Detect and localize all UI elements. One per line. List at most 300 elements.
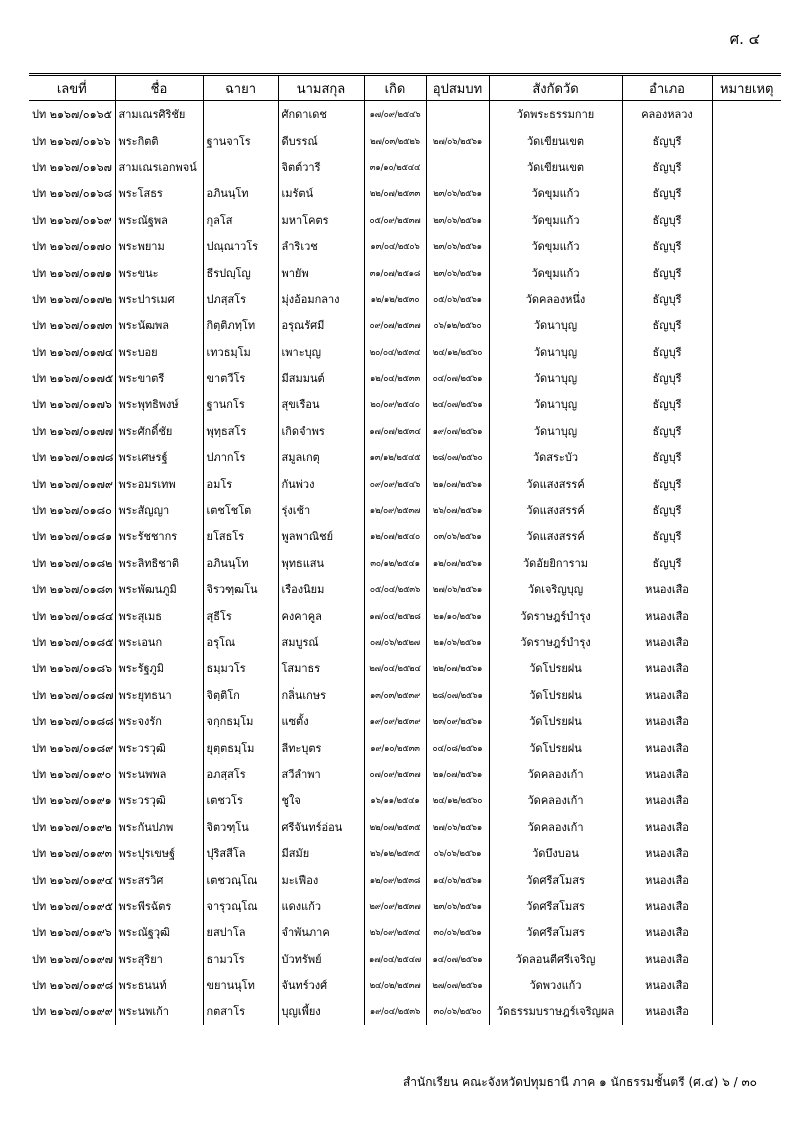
cell-surname: มุ่งอ้อมกลาง xyxy=(278,286,364,312)
cell-monastic-name: ยสปาโล xyxy=(203,919,278,945)
cell-temple: วัดนาบุญ xyxy=(489,391,622,417)
table-row xyxy=(29,391,781,417)
table-row xyxy=(29,286,781,312)
table-row xyxy=(29,101,781,128)
cell-monastic-name: สุธีโร xyxy=(203,602,278,628)
table-row xyxy=(29,444,781,470)
cell-number: ปท ๒๑๖๗/๐๑๗๗ xyxy=(32,424,114,438)
cell-monastic-name: ฐานกโร xyxy=(203,391,278,417)
cell-birth: ๓๑/๑๐/๒๕๔๔ xyxy=(364,154,426,180)
cell-birth: ๑๗/๐๔/๒๕๔๗ xyxy=(364,946,426,972)
cell-surname: อรุณรัศมี xyxy=(278,312,364,338)
cell-temple: วัดแสงสรรค์ xyxy=(489,497,622,523)
cell-ordination: ๒๑/๐๗/๒๕๖๑ xyxy=(426,470,489,496)
cell-birth: ๐๕/๐๙/๒๕๓๗ xyxy=(364,207,426,233)
cell-temple: วัดนาบุญ xyxy=(489,418,622,444)
cell-number: ปท ๒๑๖๗/๐๑๙๔ xyxy=(32,873,114,887)
cell-district: ธัญบุรี xyxy=(622,180,712,206)
cell-number: ปท ๒๑๖๗/๐๑๗๒ xyxy=(32,292,113,306)
cell-temple: วัดโปรยฝน xyxy=(489,708,622,734)
cell-remarks xyxy=(712,550,781,576)
cell-monastic-name: ธีรปญฺโญ xyxy=(203,259,278,285)
cell-remarks xyxy=(712,418,781,444)
cell-ordination: ๒๑/๐๗/๒๕๖๑ xyxy=(426,761,489,787)
cell-ordination: ๒๓/๐๖/๒๕๖๑ xyxy=(426,207,489,233)
table-row xyxy=(29,682,781,708)
table-row xyxy=(29,866,781,892)
col-header-remarks: หมายเหตุ xyxy=(712,75,781,101)
col-header-birth: เกิด xyxy=(364,75,426,101)
cell-temple: วัดศรีสโมสร xyxy=(489,919,622,945)
cell-district: ธัญบุรี xyxy=(622,127,712,153)
cell-ordination: ๓๐/๐๖/๒๕๖๑ xyxy=(426,919,489,945)
cell-birth: ๒๐/๐๙/๒๕๔๐ xyxy=(364,391,426,417)
table-row xyxy=(29,629,781,655)
cell-temple: วัดแสงสรรค์ xyxy=(489,470,622,496)
cell-monastic-name: จิตวฑฺโน xyxy=(203,814,278,840)
cell-name: สามเณรศิริชัย xyxy=(115,101,203,128)
cell-temple: วัดราษฎร์บำรุง xyxy=(489,629,622,655)
cell-ordination: ๒๗/๐๖/๒๕๖๑ xyxy=(426,814,489,840)
cell-name: พระลิทธิชาติ xyxy=(115,550,203,576)
cell-name: พระพุทธิพงษ์ xyxy=(115,391,203,417)
cell-district: หนองเสือ xyxy=(622,972,712,998)
table-row xyxy=(29,127,781,153)
cell-number: ปท ๒๑๖๗/๐๑๙๓ xyxy=(32,847,113,861)
cell-number: ปท ๒๑๖๗/๐๑๙๗ xyxy=(32,952,113,966)
cell-temple: วัดนาบุญ xyxy=(489,339,622,365)
cell-name: พระจงรัก xyxy=(115,708,203,734)
table-row xyxy=(29,576,781,602)
cell-remarks xyxy=(712,972,781,998)
cell-surname: ลีทะบุตร xyxy=(278,734,364,760)
cell-birth: ๒๗/๐๓/๒๕๒๖ xyxy=(364,127,426,153)
table-row xyxy=(29,497,781,523)
cell-name: พระสุเมธ xyxy=(115,602,203,628)
cell-number: ปท ๒๑๖๗/๐๑๘๘ xyxy=(32,715,114,729)
cell-surname: เมรัตน์ xyxy=(278,180,364,206)
cell-monastic-name: กตสาโร xyxy=(203,998,278,1024)
cell-number: ปท ๒๑๖๗/๐๑๘๕ xyxy=(32,636,114,649)
cell-ordination: ๐๖/๐๖/๒๕๖๑ xyxy=(426,840,489,866)
cell-district: หนองเสือ xyxy=(622,602,712,628)
cell-surname: สุขเรือน xyxy=(278,391,364,417)
cell-birth: ๑๒/๐๗/๒๕๔๐ xyxy=(364,523,426,549)
cell-monastic-name: ยโสธโร xyxy=(203,523,278,549)
cell-surname: ศักดาเดช xyxy=(278,101,364,128)
cell-surname: แซตั้ง xyxy=(278,708,364,734)
cell-birth: ๑๓/๐๓/๒๕๓๙ xyxy=(364,682,426,708)
cell-district: ธัญบุรี xyxy=(622,259,712,285)
col-header-district: อำเภอ xyxy=(622,75,712,101)
cell-birth: ๒๔/๐๒/๒๕๓๗ xyxy=(364,972,426,998)
cell-name: พระวรวุฒิ xyxy=(115,787,203,813)
cell-ordination: ๒๗/๐๖/๒๕๖๑ xyxy=(426,127,489,153)
table-row xyxy=(29,365,781,391)
cell-temple: วัดโปรยฝน xyxy=(489,655,622,681)
cell-ordination: ๒๒/๐๗/๒๕๖๑ xyxy=(426,655,489,681)
col-header-temple: สังกัดวัด xyxy=(489,75,622,101)
table-row xyxy=(29,470,781,496)
cell-name: พระสรวิศ xyxy=(115,866,203,892)
cell-number: ปท ๒๑๖๗/๐๑๙๘ xyxy=(32,979,114,993)
cell-surname: มีสมมนต์ xyxy=(278,365,364,391)
cell-temple: วัดโปรยฝน xyxy=(489,682,622,708)
cell-district: หนองเสือ xyxy=(622,576,712,602)
table-row xyxy=(29,418,781,444)
cell-surname: เพาะบุญ xyxy=(278,339,364,365)
cell-district: ธัญบุรี xyxy=(622,286,712,312)
cell-temple: วัดขุมแก้ว xyxy=(489,233,622,259)
cell-remarks xyxy=(712,998,781,1024)
cell-monastic-name: ยุตฺตธมฺโม xyxy=(203,734,278,760)
table-row xyxy=(29,154,781,180)
table-row xyxy=(29,814,781,840)
cell-number: ปท ๒๑๖๗/๐๑๖๖ xyxy=(32,134,111,148)
cell-monastic-name: ขยานนุโท xyxy=(203,972,278,998)
cell-name: พระสุริยา xyxy=(115,946,203,972)
cell-surname: มะเฟือง xyxy=(278,866,364,892)
cell-name: พระยุทธนา xyxy=(115,682,203,708)
cell-district: หนองเสือ xyxy=(622,893,712,919)
cell-name: พระนัฒพล xyxy=(115,312,203,338)
cell-birth: ๑๒/๐๙/๒๕๓๘ xyxy=(364,866,426,892)
cell-district: หนองเสือ xyxy=(622,708,712,734)
cell-number: ปท ๒๑๖๗/๐๑๘๔ xyxy=(32,609,114,623)
cell-remarks xyxy=(712,365,781,391)
cell-ordination: ๐๓/๐๖/๒๕๖๑ xyxy=(426,523,489,549)
cell-ordination: ๒๗/๐๖/๒๕๖๑ xyxy=(426,576,489,602)
cell-remarks xyxy=(712,919,781,945)
cell-name: พระพยาม xyxy=(115,233,203,259)
cell-remarks xyxy=(712,629,781,655)
cell-surname: พายัพ xyxy=(278,259,364,285)
cell-monastic-name: ธามวโร xyxy=(203,946,278,972)
cell-number: ปท ๒๑๖๗/๐๑๖๘ xyxy=(32,187,113,201)
cell-birth: ๑๒/๑๒/๒๕๓๐ xyxy=(364,286,426,312)
cell-temple: วัดขุมแก้ว xyxy=(489,259,622,285)
cell-name: พระอมรเทพ xyxy=(115,470,203,496)
cell-ordination: ๒๓/๐๖/๒๕๖๑ xyxy=(426,233,489,259)
cell-ordination: ๓๐/๐๖/๒๕๖๐ xyxy=(426,998,489,1024)
cell-birth: ๐๕/๐๔/๒๕๓๖ xyxy=(364,576,426,602)
table-row xyxy=(29,550,781,576)
cell-name: พระบอย xyxy=(115,339,203,365)
table-row xyxy=(29,998,781,1024)
cell-number: ปท ๒๑๖๗/๐๑๖๙ xyxy=(32,213,112,227)
cell-remarks xyxy=(712,259,781,285)
cell-temple: วัดคลองเก้า xyxy=(489,761,622,787)
cell-name: พระเอนก xyxy=(115,629,203,655)
table-row xyxy=(29,259,781,285)
cell-district: ธัญบุรี xyxy=(622,365,712,391)
cell-temple: วัดคลองเก้า xyxy=(489,787,622,813)
cell-surname: พูลพาณิชย์ xyxy=(278,523,364,549)
cell-birth: ๑๓/๑๒/๒๕๔๕ xyxy=(364,444,426,470)
cell-ordination: ๒๔/๐๗/๒๕๖๑ xyxy=(426,391,489,417)
cell-temple: วัดศรีสโมสร xyxy=(489,893,622,919)
cell-temple: วัดพวงแก้ว xyxy=(489,972,622,998)
cell-name: พระรัฐภูมิ xyxy=(115,655,203,681)
cell-temple: วัดพระธรรมกาย xyxy=(489,101,622,128)
cell-name: พระพีรฉัตร xyxy=(115,893,203,919)
cell-temple: วัดเขียนเขต xyxy=(489,127,622,153)
cell-number: ปท ๒๑๖๗/๐๑๘๖ xyxy=(32,662,113,676)
cell-district: คลองหลวง xyxy=(622,101,712,128)
cell-remarks xyxy=(712,312,781,338)
cell-name: พระขาตรี xyxy=(115,365,203,391)
cell-district: ธัญบุรี xyxy=(622,207,712,233)
table-row xyxy=(29,946,781,972)
cell-remarks xyxy=(712,101,781,128)
cell-temple: วัดขุมแก้ว xyxy=(489,180,622,206)
cell-ordination: ๒๑/๐๖/๒๕๖๑ xyxy=(426,629,489,655)
cell-name: พระนพพล xyxy=(115,761,203,787)
cell-number: ปท ๒๑๖๗/๐๑๘๓ xyxy=(32,583,113,597)
cell-remarks xyxy=(712,814,781,840)
cell-remarks xyxy=(712,523,781,549)
cell-ordination: ๐๕/๐๖/๒๕๖๑ xyxy=(426,286,489,312)
cell-ordination: ๒๗/๐๗/๒๕๖๑ xyxy=(426,972,489,998)
cell-ordination: ๒๓/๐๖/๒๕๖๑ xyxy=(426,259,489,285)
cell-surname: กลิ่นเกษร xyxy=(278,682,364,708)
cell-birth: ๐๗/๐๙/๒๕๓๗ xyxy=(364,761,426,787)
cell-surname: คงคาคูล xyxy=(278,602,364,628)
cell-birth: ๐๙/๐๗/๒๕๓๗ xyxy=(364,312,426,338)
cell-ordination: ๑๙/๐๗/๒๕๖๑ xyxy=(426,418,489,444)
cell-remarks xyxy=(712,708,781,734)
cell-temple: วัดธรรมบราษฎร์เจริญผล xyxy=(489,998,622,1024)
cell-name: พระเศษรฐ์ xyxy=(115,444,203,470)
cell-birth: ๒๖/๐๙/๒๕๓๔ xyxy=(364,919,426,945)
table-row xyxy=(29,708,781,734)
cell-temple: วัดคลองเก้า xyxy=(489,814,622,840)
cell-surname: บุญเพี้ยง xyxy=(278,998,364,1024)
cell-ordination: ๒๓/๐๙/๒๕๖๑ xyxy=(426,708,489,734)
cell-monastic-name: อภสฺสโร xyxy=(203,761,278,787)
cell-district: ธัญบุรี xyxy=(622,312,712,338)
cell-monastic-name: ขาตวีโร xyxy=(203,365,278,391)
cell-surname: โสมาธร xyxy=(278,655,364,681)
cell-remarks xyxy=(712,787,781,813)
cell-number: ปท ๒๑๖๗/๐๑๙๙ xyxy=(32,1005,113,1019)
cell-birth: ๑๒/๐๙/๒๕๓๗ xyxy=(364,497,426,523)
cell-monastic-name: เตชวโร xyxy=(203,787,278,813)
cell-district: หนองเสือ xyxy=(622,655,712,681)
table-row xyxy=(29,602,781,628)
cell-ordination: ๒๔/๑๒/๒๕๖๐ xyxy=(426,787,489,813)
cell-district: ธัญบุรี xyxy=(622,550,712,576)
cell-temple: วัดคลองหนึ่ง xyxy=(489,286,622,312)
cell-district: ธัญบุรี xyxy=(622,497,712,523)
cell-remarks xyxy=(712,497,781,523)
cell-district: หนองเสือ xyxy=(622,866,712,892)
cell-ordination: ๑๔/๐๗/๒๕๖๑ xyxy=(426,946,489,972)
cell-district: ธัญบุรี xyxy=(622,391,712,417)
cell-monastic-name: ปภสฺสโร xyxy=(203,286,278,312)
cell-name: พระสัญญา xyxy=(115,497,203,523)
table-row xyxy=(29,787,781,813)
cell-monastic-name: ธมฺมวโร xyxy=(203,655,278,681)
cell-number: ปท ๒๑๖๗/๐๑๗๑ xyxy=(32,266,112,280)
cell-monastic-name: กุลโส xyxy=(203,207,278,233)
cell-remarks xyxy=(712,391,781,417)
cell-remarks xyxy=(712,154,781,180)
cell-remarks xyxy=(712,866,781,892)
cell-name: พระณัฐพล xyxy=(115,207,203,233)
cell-birth: ๓๐/๑๒/๒๕๔๑ xyxy=(364,550,426,576)
cell-birth: ๒๒/๐๗/๒๕๓๓ xyxy=(364,180,426,206)
table-row xyxy=(29,523,781,549)
cell-birth: ๑๙/๐๔/๒๕๓๖ xyxy=(364,998,426,1024)
cell-ordination: ๒๘/๐๗/๒๕๖๑ xyxy=(426,682,489,708)
cell-birth: ๐๙/๐๙/๒๕๔๖ xyxy=(364,470,426,496)
cell-temple: วัดสระบัว xyxy=(489,444,622,470)
cell-birth: ๑๒/๐๔/๒๕๓๓ xyxy=(364,365,426,391)
cell-number: ปท ๒๑๖๗/๐๑๖๗ xyxy=(32,160,112,174)
cell-remarks xyxy=(712,444,781,470)
cell-ordination xyxy=(426,154,489,180)
cell-temple: วัดลอนตีศรีเจริญ xyxy=(489,946,622,972)
col-header-monastic-name: ฉายา xyxy=(203,75,278,101)
cell-temple: วัดเขียนเขต xyxy=(489,154,622,180)
cell-remarks xyxy=(712,180,781,206)
cell-temple: วัดบึงบอน xyxy=(489,840,622,866)
cell-number: ปท ๒๑๖๗/๐๑๘๗ xyxy=(32,688,114,702)
cell-birth: ๑๙/๑๐/๒๕๓๓ xyxy=(364,734,426,760)
cell-temple: วัดเจริญบุญ xyxy=(489,576,622,602)
cell-name: พระกิตติ xyxy=(115,127,203,153)
cell-name: พระกันปภพ xyxy=(115,814,203,840)
header-row xyxy=(29,75,781,101)
cell-number: ปท ๒๑๖๗/๐๑๗๓ xyxy=(32,319,113,333)
cell-remarks xyxy=(712,207,781,233)
cell-temple: วัดนาบุญ xyxy=(489,365,622,391)
cell-surname: ลำริเวช xyxy=(278,233,364,259)
cell-number: ปท ๒๑๖๗/๐๑๙๖ xyxy=(32,926,112,940)
cell-district: หนองเสือ xyxy=(622,840,712,866)
cell-name: พระศักดิ์ชัย xyxy=(115,418,203,444)
cell-remarks xyxy=(712,893,781,919)
cell-remarks xyxy=(712,682,781,708)
cell-district: ธัญบุรี xyxy=(622,523,712,549)
cell-district: หนองเสือ xyxy=(622,814,712,840)
cell-surname: พุทธแสน xyxy=(278,550,364,576)
cell-surname: จิตต์วารี xyxy=(278,154,364,180)
cell-ordination: ๐๖/๑๒/๒๕๖๐ xyxy=(426,312,489,338)
cell-number: ปท ๒๑๖๗/๐๑๗๐ xyxy=(32,240,112,254)
cell-temple: วัดโปรยฝน xyxy=(489,734,622,760)
cell-ordination: ๑๔/๐๖/๒๕๖๑ xyxy=(426,866,489,892)
cell-monastic-name xyxy=(203,154,278,180)
cell-monastic-name: ปุริสสีโล xyxy=(203,840,278,866)
cell-remarks xyxy=(712,127,781,153)
cell-number: ปท ๒๑๖๗/๐๑๘๑ xyxy=(32,530,113,544)
table-row xyxy=(29,919,781,945)
cell-district: หนองเสือ xyxy=(622,629,712,655)
table-row xyxy=(29,339,781,365)
cell-number: ปท ๒๑๖๗/๐๑๖๕ xyxy=(32,108,112,122)
col-header-surname: นามสกุล xyxy=(278,75,364,101)
cell-monastic-name: ปณฺณาวโร xyxy=(203,233,278,259)
cell-birth: ๑๗/๐๙/๒๕๔๖ xyxy=(364,101,426,128)
cell-surname: ดีบรรณ์ xyxy=(278,127,364,153)
cell-number: ปท ๒๑๖๗/๐๑๙๐ xyxy=(32,767,112,781)
cell-monastic-name: จกฺกธมฺโม xyxy=(203,708,278,734)
cell-name: สามเณรเอกพจน์ xyxy=(115,154,203,180)
cell-name: พระขนะ xyxy=(115,259,203,285)
cell-district: หนองเสือ xyxy=(622,919,712,945)
cell-monastic-name: เทวธมฺโม xyxy=(203,339,278,365)
cell-number: ปท ๒๑๖๗/๐๑๙๕ xyxy=(32,899,114,913)
cell-district: ธัญบุรี xyxy=(622,233,712,259)
cell-district: หนองเสือ xyxy=(622,787,712,813)
cell-name: พระโสธร xyxy=(115,180,203,206)
cell-name: พระปารเมศ xyxy=(115,286,203,312)
cell-ordination xyxy=(426,101,489,128)
table-row xyxy=(29,207,781,233)
cell-monastic-name: อภินนฺโท xyxy=(203,550,278,576)
cell-remarks xyxy=(712,470,781,496)
cell-surname: เกิดจำพร xyxy=(278,418,364,444)
cell-birth: ๑๗/๐๗/๒๕๓๔ xyxy=(364,418,426,444)
cell-birth: ๑๓/๐๔/๒๕๐๖ xyxy=(364,233,426,259)
cell-surname: บัวทรัพย์ xyxy=(278,946,364,972)
col-header-name: ชื่อ xyxy=(115,75,203,101)
cell-monastic-name: จารุวณฺโณ xyxy=(203,893,278,919)
cell-number: ปท ๒๑๖๗/๐๑๗๖ xyxy=(32,398,112,412)
cell-ordination: ๒๔/๑๒/๒๕๖๐ xyxy=(426,339,489,365)
cell-remarks xyxy=(712,286,781,312)
cell-surname: แดงแก้ว xyxy=(278,893,364,919)
cell-remarks xyxy=(712,655,781,681)
cell-district: ธัญบุรี xyxy=(622,444,712,470)
cell-surname: จำพันภาค xyxy=(278,919,364,945)
cell-number: ปท ๒๑๖๗/๐๑๗๘ xyxy=(32,451,114,465)
cell-district: ธัญบุรี xyxy=(622,154,712,180)
cell-birth: ๑๗/๐๔/๒๕๒๘ xyxy=(364,602,426,628)
cell-surname: ชูใจ xyxy=(278,787,364,813)
cell-ordination: ๒๘/๐๗/๒๕๖๐ xyxy=(426,444,489,470)
cell-number: ปท ๒๑๖๗/๐๑๘๐ xyxy=(32,504,112,518)
cell-surname: เรืองนิยม xyxy=(278,576,364,602)
cell-monastic-name xyxy=(203,101,278,128)
cell-ordination: ๐๔/๐๗/๒๕๖๑ xyxy=(426,365,489,391)
cell-name: พระนพเก้า xyxy=(115,998,203,1024)
cell-surname: รุ่งเช้า xyxy=(278,497,364,523)
cell-temple: วัดอัยยิการาม xyxy=(489,550,622,576)
cell-number: ปท ๒๑๖๗/๐๑๙๒ xyxy=(32,820,112,834)
cell-name: พระปุรเขษฐ์ xyxy=(115,840,203,866)
cell-temple: วัดศรีสโมสร xyxy=(489,866,622,892)
cell-surname: ศรีจันทร์อ่อน xyxy=(278,814,364,840)
table-row xyxy=(29,972,781,998)
cell-ordination: ๒๑/๑๐/๒๕๖๑ xyxy=(426,602,489,628)
cell-district: หนองเสือ xyxy=(622,734,712,760)
table-row xyxy=(29,312,781,338)
cell-district: ธัญบุรี xyxy=(622,418,712,444)
cell-monastic-name: จิตฺติโก xyxy=(203,682,278,708)
cell-number: ปท ๒๑๖๗/๐๑๘๒ xyxy=(32,556,113,570)
cell-monastic-name: อมโร xyxy=(203,470,278,496)
cell-district: ธัญบุรี xyxy=(622,470,712,496)
cell-surname: มีสมัย xyxy=(278,840,364,866)
cell-ordination: ๒๓/๐๖/๒๕๖๑ xyxy=(426,180,489,206)
table-row xyxy=(29,761,781,787)
cell-temple: วัดแสงสรรค์ xyxy=(489,523,622,549)
cell-birth: ๒๙/๐๙/๒๕๓๗ xyxy=(364,893,426,919)
cell-surname: สมบูรณ์ xyxy=(278,629,364,655)
